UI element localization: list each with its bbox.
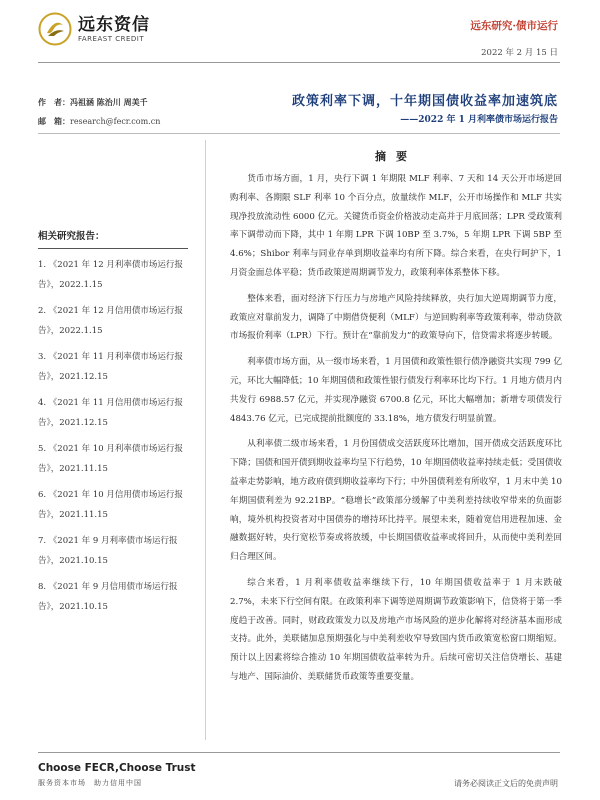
section-tag: 远东研究·债市运行 [470, 20, 558, 32]
abstract-section [230, 148, 562, 694]
related-reports-title: 相关研究报告： [38, 228, 188, 249]
related-reports-list [38, 255, 188, 617]
related-report-item[interactable]: 4. 《2021 年 11 月信用债市场运行报告》，2021.12.15 [38, 398, 183, 428]
company-logo [38, 12, 150, 46]
related-report-item[interactable]: 3. 《2021 年 11 月利率债市场运行报告》，2021.12.15 [38, 352, 183, 382]
slogan-chinese: 服务资本市场 助力信用中国 [38, 779, 142, 787]
related-report-item[interactable]: 8. 《2021 年 9 月信用债市场运行报告》，2021.10.15 [38, 582, 178, 612]
title-divider [38, 133, 560, 134]
author-line [38, 93, 160, 112]
abstract-paragraph: 利率债市场方面，从一级市场来看，1 月国债和政策性银行债净融资共实现 799 亿元，环比大幅降低；10 年期国债和政策性银行债发行利率环比均下行。1 月地方债月内共发行 6988.57 亿元，并实现净融资 6700.8 亿元，环比大幅增加；新增专项债发行 4843.76 亿元，已完成提前批额度的 33.18%，地方债发行明显前置。 [230, 357, 562, 424]
related-report-item[interactable]: 1. 《2021 年 12 月利率债市场运行报告》，2022.1.15 [38, 260, 183, 290]
related-report-item[interactable]: 7. 《2021 年 9 月利率债市场运行报告》，2021.10.15 [38, 536, 178, 566]
report-title-block [292, 93, 558, 129]
logo-chinese-name: 远东资信 [78, 14, 150, 35]
abstract-paragraph: 从利率债二级市场来看，1 月份国债成交活跃度环比增加，国开债成交活跃度环比下降；国债和国开债到期收益率均呈下行趋势，10 年期国债收益率持续走低；受国债收益率走势影响，地方政府债到期收益率均下行；中外国债利差有所收窄，1 月末中美 10 年期国债利差为 92.21BP。“稳增长”政策部分缓解了中美利差持续收窄带来的负面影响，境外机构投资者对中国债券的增持环比持平。展望未来，随着宽信用进程加速、金融数据好转，央行宽松节奏或将放缓，中长期国债收益率或将回升，从而使中美利差回归合理区间。 [230, 439, 562, 563]
abstract-title: 摘要 [375, 150, 417, 163]
abstract-paragraph: 货币市场方面，1 月，央行下调 1 年期限 MLF 利率、7 天和 14 天公开市场逆回购利率、各期限 SLF 利率 10 个百分点，放量续作 MLF，公开市场操作和 MLF 共实现净投放流动性 6000 亿元。关键货币资金价格波动走高并于月底回落；LPR 受政策利率下调带动而下降，其中 1 年期 LPR 下调 10BP 至 3.7%，5 年期 LPR 下调 5BP 至 4.6%；Shibor 利率与同业存单到期收益率均有所下降。综合来看，在央行呵护下，1 月资金面总体平稳；货币政策逆周期调节发力，政策利率体系整体下移。 [230, 174, 562, 278]
report-date: 2022 年 2 月 15 日 [481, 48, 558, 58]
email-line [38, 112, 160, 131]
report-title: 政策利率下调，十年期国债收益率加速筑底 [291, 94, 558, 109]
related-report-item[interactable]: 2. 《2021 年 12 月信用债市场运行报告》，2022.1.15 [38, 306, 183, 336]
page-header [0, 0, 600, 70]
page-footer [0, 752, 600, 800]
related-report-item[interactable]: 6. 《2021 年 10 月信用债市场运行报告》，2021.11.15 [38, 490, 183, 520]
email-label: 邮 箱： [38, 116, 70, 126]
author-email[interactable]: research@fecr.com.cn [70, 117, 161, 126]
slogan-english: Choose FECR,Choose Trust [38, 762, 196, 774]
related-reports-sidebar [38, 228, 188, 617]
logo-english-name: FAREAST CREDIT [78, 34, 145, 43]
column-divider [205, 140, 206, 740]
author-names: 冯祖涵 陈治川 周美千 [70, 97, 148, 107]
author-info [38, 93, 160, 131]
abstract-paragraph: 整体来看，面对经济下行压力与房地产风险持续释放，央行加大逆周期调节力度，政策应对靠前发力，调降了中期借贷便利（MLF）与逆回购利率等政策利率，带动贷款市场报价利率（LPR）下行。预计在“靠前发力”的政策导向下，信贷需求将逐步转暖。 [230, 293, 562, 342]
fareast-logo-icon [38, 12, 72, 46]
abstract-paragraph: 综合来看，1 月利率债收益率继续下行，10 年期国债收益率于 1 月末跌破 2.7%，未来下行空间有限。在政策利率下调等逆周期调节政策影响下，信贷将于第一季度趋于改善。同时，财政政策发力以及房地产市场风险的逆步化解将对经济基本面形成支持。此外，美联储加息预期强化与中美利差收窄导致国内货币政策宽松窗口期缩短。预计以上因素将综合推动 10 年期国债收益率转为升。后续可密切关注信贷增长、基建与地产、国际油价、美联储货币政策等重要变量。 [230, 577, 562, 682]
header-divider [38, 62, 560, 63]
author-label: 作 者： [38, 97, 70, 107]
footer-divider [38, 752, 560, 753]
related-report-item[interactable]: 5. 《2021 年 10 月利率债市场运行报告》，2021.11.15 [38, 444, 183, 474]
report-subtitle: ——2022 年 1 月利率债市场运行报告 [400, 115, 558, 125]
disclaimer: 请务必阅读正文后的免责声明 [454, 779, 558, 788]
